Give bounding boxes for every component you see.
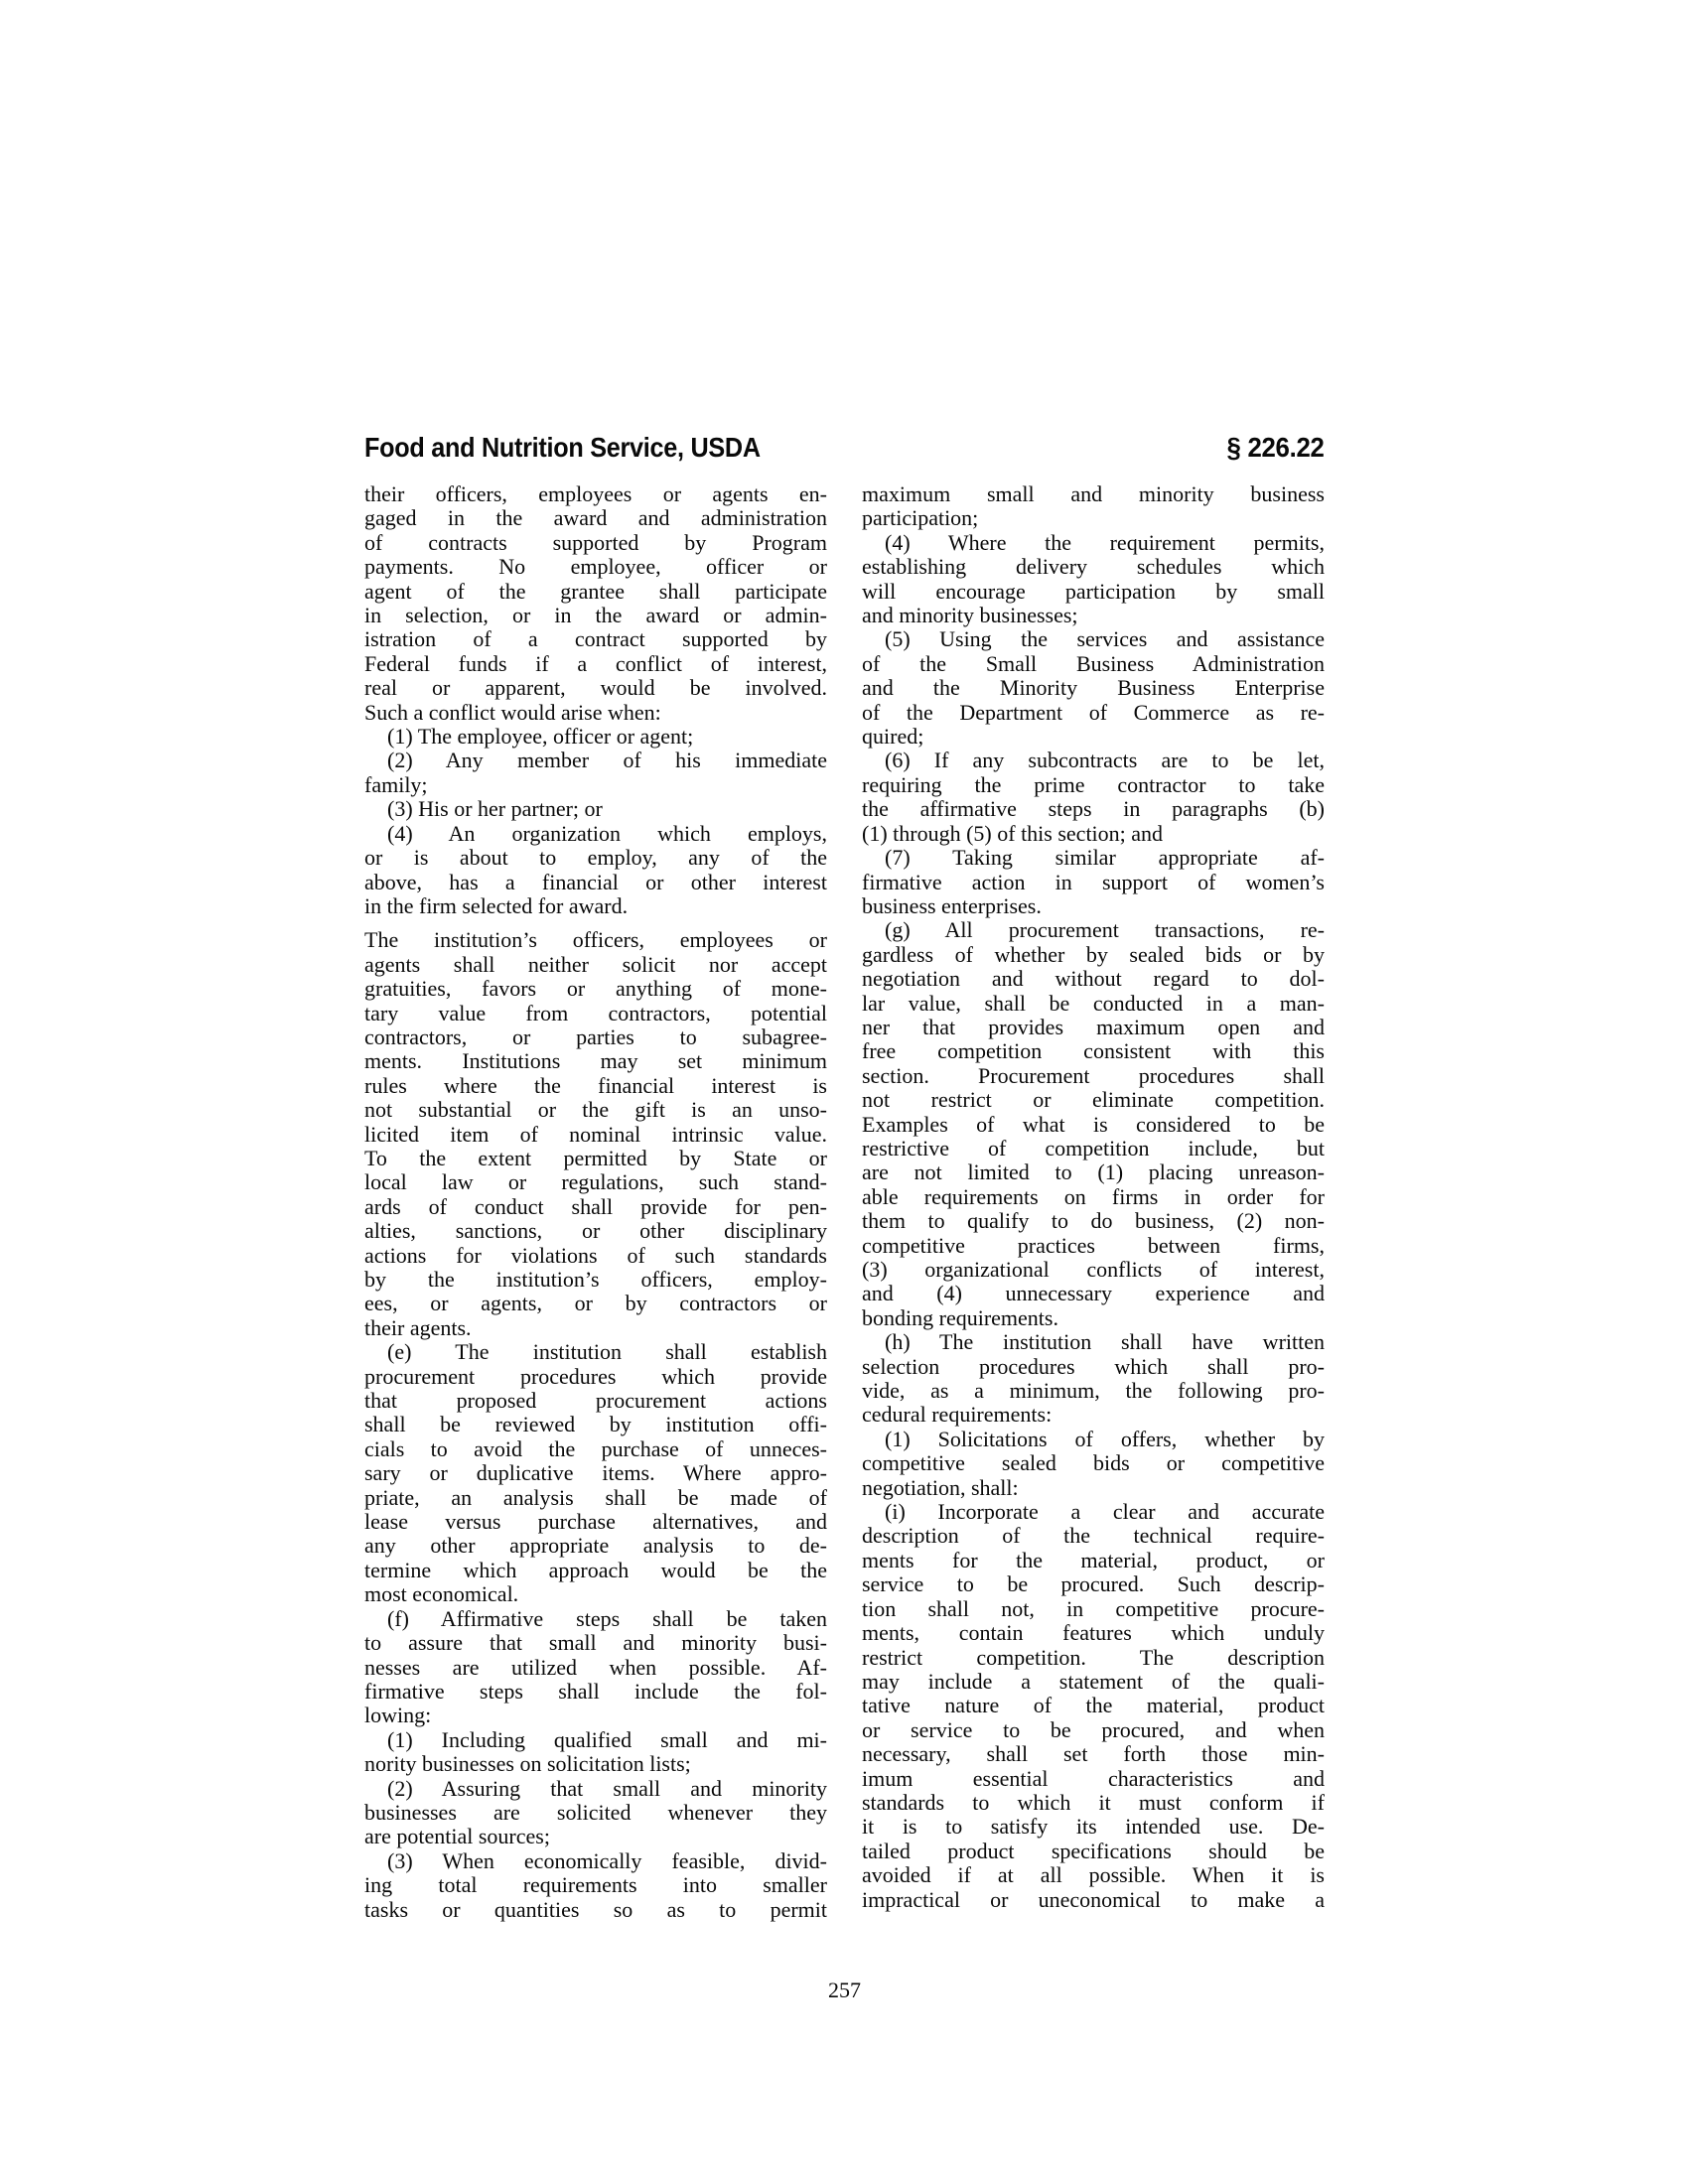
text-line: ees, or agents, or by contractors or xyxy=(364,1291,827,1316)
text-line: The institution’s officers, employees or xyxy=(364,927,827,953)
text-line: free competition consistent with this xyxy=(862,1038,1325,1064)
text-line: contractors, or parties to subagree- xyxy=(364,1024,827,1049)
text-line: will encourage participation by small xyxy=(862,578,1325,604)
text-line: establishing delivery schedules which xyxy=(862,554,1325,580)
page-content xyxy=(364,0,1325,2184)
text-line: priate, an analysis shall be made of xyxy=(364,1484,827,1510)
text-line: (6) If any subcontracts are to be let, xyxy=(885,748,1325,773)
text-line: procurement procedures which provide xyxy=(364,1363,827,1389)
text-line: (5) Using the services and assistance xyxy=(885,626,1325,652)
text-line: istration of a contract supported by xyxy=(364,626,827,652)
text-line: ner that provides maximum open and xyxy=(862,1014,1325,1039)
text-line: their agents. xyxy=(364,1314,472,1340)
text-line: shall be reviewed by institution offi- xyxy=(364,1412,827,1437)
text-line: real or apparent, would be involved. xyxy=(364,675,827,701)
text-line: nority businesses on solicitation lists; xyxy=(364,1751,691,1777)
paragraph xyxy=(364,749,827,797)
paragraph xyxy=(364,482,827,725)
text-line: (i) Incorporate a clear and accurate xyxy=(885,1499,1325,1525)
text-line: sary or duplicative items. Where appro- xyxy=(364,1460,827,1486)
text-line: actions for violations of such standards xyxy=(364,1242,827,1268)
paragraph xyxy=(364,1607,827,1728)
text-line: tailed product specifications should be xyxy=(862,1838,1325,1863)
text-line: (3) organizational conflicts of interest, xyxy=(862,1257,1325,1282)
text-line: and minority businesses; xyxy=(862,603,1078,628)
text-line: or service to be procured, and when xyxy=(862,1716,1325,1742)
text-line: rules where the financial interest is xyxy=(364,1072,827,1098)
text-line: ments, contain features which unduly xyxy=(862,1620,1325,1646)
paragraph xyxy=(862,1428,1325,1500)
text-line: firmative steps shall include the fol- xyxy=(364,1678,827,1704)
text-line: tary value from contractors, potential xyxy=(364,1000,827,1025)
paragraph xyxy=(862,749,1325,846)
text-line: requiring the prime contractor to take xyxy=(862,771,1325,797)
text-line: bonding requirements. xyxy=(862,1304,1058,1330)
text-line: (1) through (5) of this section; and xyxy=(862,820,1164,846)
text-line: tasks or quantities so as to permit xyxy=(364,1896,827,1922)
text-line: quired; xyxy=(862,724,924,750)
paragraph xyxy=(364,1728,827,1777)
paragraph xyxy=(862,531,1325,628)
text-line: lar value, shall be conducted in a man- xyxy=(862,990,1325,1016)
text-line: alties, sanctions, or other disciplinary xyxy=(364,1218,827,1244)
text-line: and (4) unnecessary experience and xyxy=(862,1281,1325,1306)
text-line: or is about to employ, any of the xyxy=(364,845,827,871)
text-line: family; xyxy=(364,771,428,797)
paragraph xyxy=(364,822,827,919)
text-line: in selection, or in the award or admin- xyxy=(364,603,827,628)
text-line: (1) Solicitations of offers, whether by xyxy=(885,1426,1325,1451)
paragraph xyxy=(862,846,1325,918)
text-line: (3) When economically feasible, divid- xyxy=(387,1847,827,1873)
text-line: competitive sealed bids or competitive xyxy=(862,1450,1325,1476)
text-line: maximum small and minority business xyxy=(862,481,1325,506)
text-line: that proposed procurement actions xyxy=(364,1388,827,1414)
text-line: are potential sources; xyxy=(364,1824,550,1849)
text-line: ards of conduct shall provide for pen- xyxy=(364,1193,827,1219)
text-line: licited item of nominal intrinsic value. xyxy=(364,1121,827,1147)
text-line: description of the technical require- xyxy=(862,1523,1325,1549)
text-line: local law or regulations, such stand- xyxy=(364,1169,827,1195)
text-line: section. Procurement procedures shall xyxy=(862,1062,1325,1088)
text-line: ments for the material, product, or xyxy=(862,1547,1325,1572)
text-line: tion shall not, in competitive procure- xyxy=(862,1595,1325,1621)
paragraph xyxy=(364,1340,827,1606)
text-line: them to qualify to do business, (2) non- xyxy=(862,1208,1325,1234)
text-line: businesses are solicited whenever they xyxy=(364,1799,827,1825)
text-line: of contracts supported by Program xyxy=(364,529,827,555)
text-line: lease versus purchase alternatives, and xyxy=(364,1509,827,1535)
text-line: Such a conflict would arise when: xyxy=(364,699,661,725)
text-line: selection procedures which shall pro- xyxy=(862,1353,1325,1379)
text-line: of the Department of Commerce as re- xyxy=(862,699,1325,725)
text-line: firmative action in support of women’s xyxy=(862,869,1325,894)
text-line: may include a statement of the quali- xyxy=(862,1668,1325,1694)
left-column xyxy=(364,482,827,1922)
text-line: Federal funds if a conflict of interest, xyxy=(364,650,827,676)
right-column xyxy=(862,482,1325,1912)
running-head-title: Food and Nutrition Service, USDA xyxy=(364,432,761,463)
text-line: by the institution’s officers, employ- xyxy=(364,1267,827,1292)
text-line: (g) All procurement transactions, re- xyxy=(885,917,1325,943)
text-line: agents shall neither solicit nor accept xyxy=(364,951,827,977)
paragraph xyxy=(862,627,1325,749)
text-line: it is to satisfy its intended use. De- xyxy=(862,1814,1325,1840)
text-line: avoided if at all possible. When it is xyxy=(862,1862,1325,1888)
text-line: are not limited to (1) placing unreason- xyxy=(862,1160,1325,1185)
text-line: (7) Taking similar appropriate af- xyxy=(885,845,1325,871)
running-head xyxy=(364,431,1325,465)
text-line: of the Small Business Administration xyxy=(862,650,1325,676)
paragraph xyxy=(862,918,1325,1330)
paragraph xyxy=(862,1330,1325,1428)
text-line: restrictive of competition include, but xyxy=(862,1135,1325,1160)
paragraph xyxy=(862,1500,1325,1912)
text-line: Examples of what is considered to be xyxy=(862,1111,1325,1137)
text-line: payments. No employee, officer or xyxy=(364,554,827,580)
text-line: to assure that small and minority busi- xyxy=(364,1630,827,1656)
text-line: not restrict or eliminate competition. xyxy=(862,1087,1325,1113)
text-line: (e) The institution shall establish xyxy=(387,1339,827,1365)
text-line: business enterprises. xyxy=(862,892,1042,918)
text-line: (4) An organization which employs, xyxy=(387,820,827,846)
text-line: service to be procured. Such descrip- xyxy=(862,1571,1325,1597)
text-line: most economical. xyxy=(364,1581,519,1607)
text-line: able requirements on firms in order for xyxy=(862,1183,1325,1209)
text-line: lowing: xyxy=(364,1703,432,1728)
section-number: § 226.22 xyxy=(1226,432,1325,463)
text-line: imum essential characteristics and xyxy=(862,1765,1325,1791)
paragraph xyxy=(364,1777,827,1849)
text-line: (3) His or her partner; or xyxy=(387,796,603,822)
text-line: (h) The institution shall have written xyxy=(885,1329,1325,1355)
page-number: 257 xyxy=(828,1978,861,2002)
text-line: gaged in the award and administration xyxy=(364,505,827,531)
text-line: and the Minority Business Enterprise xyxy=(862,675,1325,701)
text-line: (f) Affirmative steps shall be taken xyxy=(387,1605,827,1631)
text-line: necessary, shall set forth those min- xyxy=(862,1741,1325,1767)
paragraph xyxy=(364,1849,827,1922)
text-line: restrict competition. The description xyxy=(862,1644,1325,1670)
text-line: To the extent permitted by State or xyxy=(364,1145,827,1170)
text-line: ing total requirements into smaller xyxy=(364,1872,827,1898)
text-line: in the firm selected for award. xyxy=(364,892,629,918)
text-line: cials to avoid the purchase of unneces- xyxy=(364,1435,827,1461)
text-line: (2) Assuring that small and minority xyxy=(387,1775,827,1801)
paragraph xyxy=(364,797,827,821)
text-line: nesses are utilized when possible. Af- xyxy=(364,1654,827,1680)
text-line: negotiation, shall: xyxy=(862,1474,1019,1500)
text-line: (1) Including qualified small and mi- xyxy=(387,1726,827,1752)
text-line: participation; xyxy=(862,505,979,531)
text-line: (1) The employee, officer or agent; xyxy=(387,724,694,750)
text-line: above, has a financial or other interest xyxy=(364,869,827,894)
text-line: cedural requirements: xyxy=(862,1402,1053,1428)
paragraph xyxy=(862,482,1325,531)
text-line: competitive practices between firms, xyxy=(862,1232,1325,1258)
text-line: any other appropriate analysis to de- xyxy=(364,1533,827,1559)
paragraph xyxy=(364,928,827,1340)
text-line: agent of the grantee shall participate xyxy=(364,578,827,604)
text-line: (2) Any member of his immediate xyxy=(387,748,827,773)
text-line: gardless of whether by sealed bids or by xyxy=(862,941,1325,967)
text-line: vide, as a minimum, the following pro- xyxy=(862,1378,1325,1404)
text-line: the affirmative steps in paragraphs (b) xyxy=(862,796,1325,822)
text-line: gratuities, favors or anything of mone- xyxy=(364,976,827,1002)
text-line: negotiation and without regard to dol- xyxy=(862,966,1325,992)
text-line: their officers, employees or agents en- xyxy=(364,481,827,506)
text-line: tative nature of the material, product xyxy=(862,1693,1325,1718)
text-line: ments. Institutions may set minimum xyxy=(364,1048,827,1074)
text-line: termine which approach would be the xyxy=(364,1557,827,1582)
paragraph xyxy=(364,725,827,749)
text-line: (4) Where the requirement permits, xyxy=(885,529,1325,555)
text-line: not substantial or the gift is an unso- xyxy=(364,1097,827,1123)
text-line: impractical or uneconomical to make a xyxy=(862,1886,1325,1912)
text-line: standards to which it must conform if xyxy=(862,1789,1325,1815)
